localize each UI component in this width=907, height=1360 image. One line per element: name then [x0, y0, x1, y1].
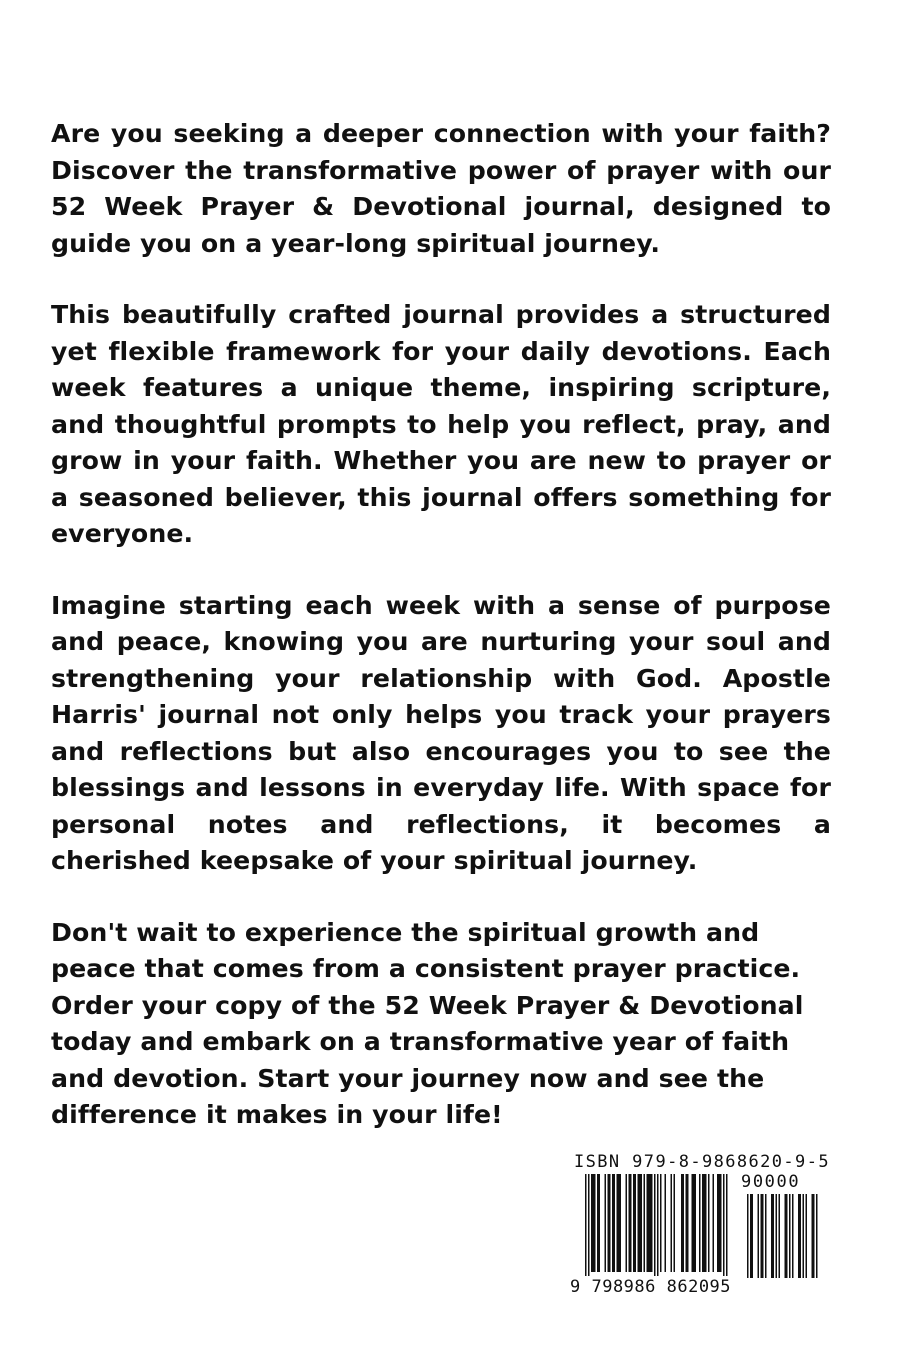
barcode-bar	[608, 1174, 610, 1272]
barcode-bar	[773, 1194, 775, 1278]
barcode-bar	[629, 1174, 631, 1272]
barcode-bar	[617, 1174, 619, 1272]
barcode-bar	[806, 1194, 808, 1278]
barcode-bar	[726, 1174, 728, 1276]
ean-digits: 9 798986 862095	[570, 1277, 732, 1297]
barcode-bar	[789, 1194, 791, 1278]
barcode-bar	[800, 1194, 802, 1278]
barcode-bar	[594, 1174, 596, 1272]
barcode-bar	[681, 1174, 683, 1272]
barcode-bar	[723, 1174, 725, 1276]
description-paragraph-4: Don't wait to experience the spiritual growth and peace that comes from a consistent prayer practice. Order your copy of the 52 Week Prayer & Devotional today and embark on a transformative year of faith and devotion. Start your journey now and see the difference it makes in your life!	[51, 917, 804, 1129]
barcode-bar	[750, 1194, 752, 1278]
barcode-bar	[588, 1174, 590, 1276]
barcode-bar	[692, 1174, 694, 1272]
barcode-bar	[665, 1174, 667, 1272]
barcode-bar	[626, 1174, 628, 1272]
barcode-bar	[816, 1194, 818, 1278]
barcode-bar	[671, 1174, 673, 1272]
barcode-bar	[786, 1194, 788, 1278]
barcode-bar	[705, 1174, 707, 1272]
barcode-bar	[762, 1194, 764, 1278]
barcode-bars	[567, 1174, 829, 1280]
barcode-bar	[614, 1174, 616, 1272]
barcode-bar	[758, 1194, 760, 1278]
barcode-bar	[633, 1174, 635, 1272]
barcode-bar	[752, 1194, 754, 1278]
barcode-bar	[695, 1174, 697, 1272]
barcode-bar	[702, 1174, 704, 1272]
barcode-bar	[612, 1174, 614, 1272]
description-text	[51, 116, 831, 1169]
barcode-bar	[609, 1174, 611, 1272]
barcode-bar	[630, 1174, 632, 1272]
barcode-bar	[776, 1194, 778, 1278]
barcode-bar	[651, 1174, 653, 1272]
isbn-barcode	[567, 1152, 829, 1302]
barcode-bar	[641, 1174, 643, 1272]
barcode-bar	[779, 1194, 781, 1278]
barcode-bar	[593, 1174, 595, 1272]
barcode-bar	[620, 1174, 622, 1272]
barcode-bar	[639, 1174, 641, 1272]
barcode-bar	[605, 1174, 607, 1272]
barcode-bar	[648, 1174, 650, 1272]
barcode-bar	[719, 1174, 721, 1272]
barcode-bar	[654, 1174, 656, 1276]
barcode-bar	[785, 1194, 787, 1278]
barcode-bar	[765, 1194, 767, 1278]
barcode-bar	[618, 1174, 620, 1272]
barcode-bar	[792, 1194, 794, 1278]
barcode-bar	[747, 1194, 749, 1278]
barcode-bar	[798, 1194, 800, 1278]
isbn-label: ISBN 979-8-9868620-9-5	[574, 1152, 830, 1172]
barcode-bar	[708, 1174, 710, 1272]
barcode-bar	[687, 1174, 689, 1272]
barcode-bar	[683, 1174, 685, 1272]
barcode-bar	[650, 1174, 652, 1272]
barcode-bar	[813, 1194, 815, 1278]
barcode-bar	[761, 1194, 763, 1278]
description-paragraph-1: Are you seeking a deeper connection with your faith? Discover the transformative power of prayer with our 52 Week Prayer & Devotional journal, designed to guide you on a year-long spiritual journey.	[51, 119, 831, 258]
barcode-bar	[720, 1174, 722, 1272]
description-paragraph-2: This beautifully crafted journal provides a structured yet flexible framework for your daily devotions. Each week features a unique theme, inspiring scripture, and thoughtful prompts to help you reflect, pray, and grow in your faith. Whether you are new to prayer or a seasoned believer, this journal offers something for everyone.	[51, 300, 831, 548]
barcode-bar	[771, 1194, 773, 1278]
barcode-bar	[699, 1174, 701, 1272]
barcode-bar	[812, 1194, 814, 1278]
barcode-bar	[693, 1174, 695, 1272]
price-addon-code: 90000	[741, 1172, 801, 1192]
barcode-bar	[597, 1174, 599, 1272]
barcode-bar	[585, 1174, 587, 1276]
barcode-bar	[717, 1174, 719, 1272]
barcode-bar	[704, 1174, 706, 1272]
barcode-bar	[638, 1174, 640, 1272]
barcode-bar	[660, 1174, 662, 1272]
barcode-bar	[674, 1174, 676, 1272]
barcode-bar	[591, 1174, 593, 1272]
barcode-bar	[644, 1174, 646, 1272]
description-paragraph-3: Imagine starting each week with a sense of purpose and peace, knowing you are nurturing your soul and strengthening your relationship with God. Apostle Harris' journal not only helps you track your prayers and reflections but also encourages you to see the blessings and lessons in everyday life. With space for personal notes and reflections, it becomes a cherished keepsake of your spiritual journey.	[51, 590, 831, 875]
barcode-bar	[686, 1174, 688, 1272]
barcode-bar	[647, 1174, 649, 1272]
barcode-bar	[635, 1174, 637, 1272]
barcode-bar	[713, 1174, 715, 1272]
barcode-bar	[657, 1174, 659, 1276]
barcode-bar	[803, 1194, 805, 1278]
barcode-bar	[599, 1174, 601, 1272]
